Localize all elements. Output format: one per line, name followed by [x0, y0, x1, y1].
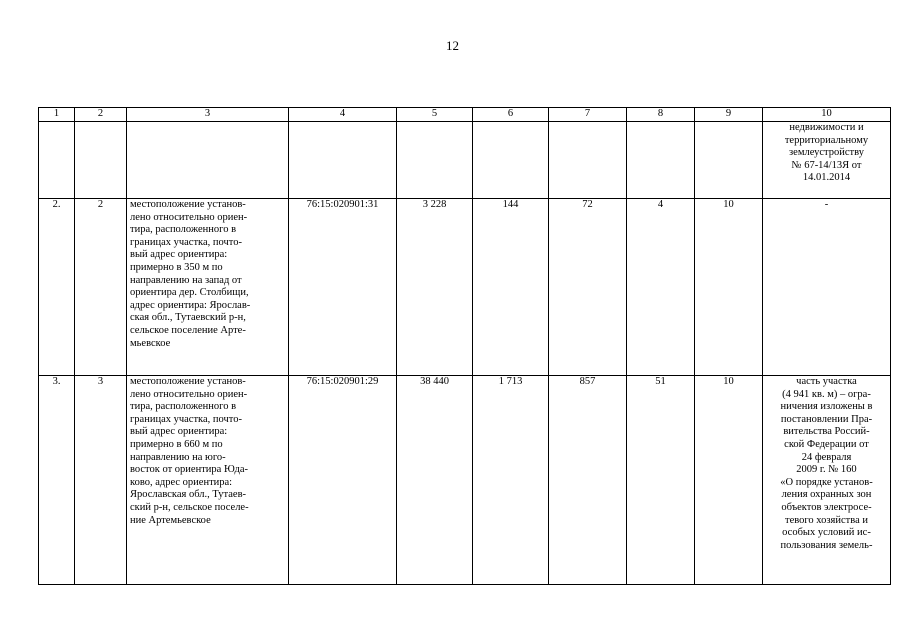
parcel-index-cell: [75, 122, 127, 199]
value-cell-7: [549, 122, 627, 199]
area-cell: [397, 122, 473, 199]
header-cell: 4: [289, 108, 397, 122]
row-number-cell: 3.: [39, 376, 75, 585]
value-cell-9: [695, 122, 763, 199]
header-cell: 1: [39, 108, 75, 122]
table-row: [39, 122, 891, 199]
area-cell: 3 228: [397, 199, 473, 376]
row-number-cell: 2.: [39, 199, 75, 376]
row-number-cell: [39, 122, 75, 199]
area-cell: 38 440: [397, 376, 473, 585]
value-cell-7: 857: [549, 376, 627, 585]
header-cell: 8: [627, 108, 695, 122]
value-cell-7: 72: [549, 199, 627, 376]
value-cell-9: 10: [695, 199, 763, 376]
value-cell-6: [473, 122, 549, 199]
parcel-index-cell: 3: [75, 376, 127, 585]
value-cell-8: [627, 122, 695, 199]
header-cell: 6: [473, 108, 549, 122]
header-cell: 7: [549, 108, 627, 122]
page-number: 12: [446, 38, 459, 53]
parcel-index-cell: 2: [75, 199, 127, 376]
restrictions-cell: часть участка (4 941 кв. м) – огра- ничения изложены в постановлении Пра- вительства Россий- ской Федерации от 24 февраля 2009 г. № 160 «О порядке установ- ления охранных зон объектов электросе- тевого хозяйства и особых условий ис- пользования земель-: [763, 376, 891, 585]
table-row: [39, 199, 891, 376]
table-row: [39, 376, 891, 585]
table-header-row: [39, 108, 891, 122]
cadastral-number-cell: 76:15:020901:29: [289, 376, 397, 585]
restrictions-cell: -: [763, 199, 891, 376]
value-cell-6: 1 713: [473, 376, 549, 585]
location-cell: местоположение установ- лено относительно ориен- тира, расположенного в границах участка, почто- вый адрес ориентира: примерно в 660 м по направлению на юго- восток от ориентира Юда- ково, адрес ориентира: Ярославская обл., Тутаев- ский р-н, сельское поселе- ние Артемьевское: [127, 376, 289, 585]
header-cell: 2: [75, 108, 127, 122]
land-parcels-table: [38, 107, 891, 585]
header-cell: 9: [695, 108, 763, 122]
header-cell: 5: [397, 108, 473, 122]
header-cell: 10: [763, 108, 891, 122]
value-cell-9: 10: [695, 376, 763, 585]
cadastral-number-cell: 76:15:020901:31: [289, 199, 397, 376]
restrictions-cell: недвижимости и территориальному землеустройству № 67-14/13Я от 14.01.2014: [763, 122, 891, 199]
value-cell-8: 4: [627, 199, 695, 376]
cadastral-number-cell: [289, 122, 397, 199]
value-cell-8: 51: [627, 376, 695, 585]
header-cell: 3: [127, 108, 289, 122]
location-cell: местоположение установ- лено относительно ориен- тира, расположенного в границах участка, почто- вый адрес ориентира: примерно в 350 м по направлению на запад от ориентира дер. Столбищи, адрес ориентира: Ярослав- ская обл., Тутаевский р-н, сельское поселение Арте- мьевское: [127, 199, 289, 376]
value-cell-6: 144: [473, 199, 549, 376]
location-cell: [127, 122, 289, 199]
